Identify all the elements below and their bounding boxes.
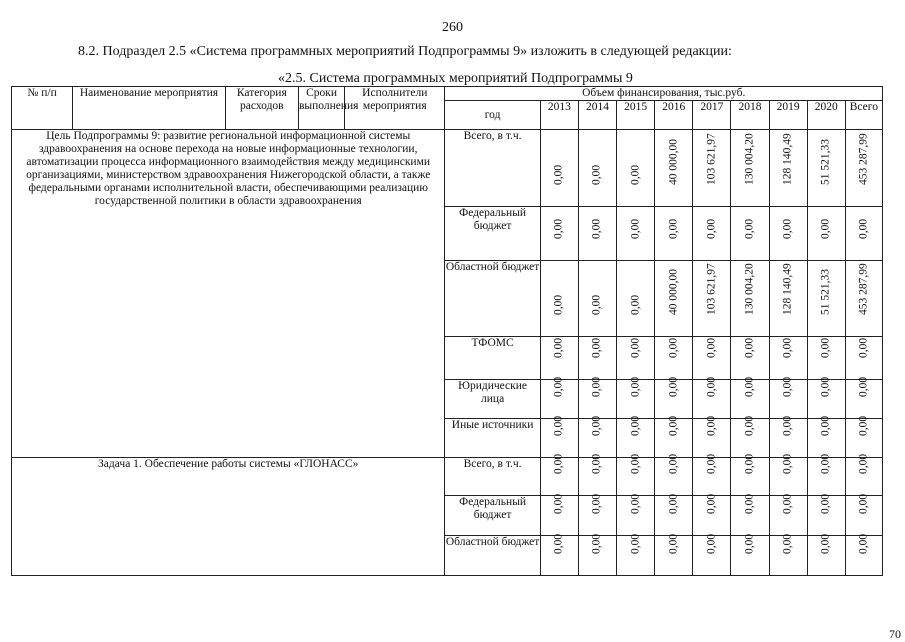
value-cell: 0,00	[807, 380, 845, 419]
year-2015: 2015	[617, 101, 655, 130]
header-year: год	[445, 101, 540, 130]
value-cell: 128 140,49	[769, 130, 807, 207]
year-2019: 2019	[769, 101, 807, 130]
value-cell: 0,00	[540, 419, 578, 458]
value-cell: 0,00	[617, 380, 655, 419]
value-cell: 0,00	[807, 419, 845, 458]
goal-description: Цель Подпрограммы 9: развитие региональной информационной системы здравоохранения на основе перехода на новые информационные технологии, автоматизации процесса информационного взаимодействия между медицинскими организациями, министерством здравоохранения Нижегородской области, а также федеральными органами исполнительной власти, обеспечивающими реализацию государственной политики в области здравоохранения	[12, 130, 445, 458]
value-cell: 0,00	[617, 261, 655, 337]
value-cell: 0,00	[769, 380, 807, 419]
value-cell: 0,00	[807, 207, 845, 261]
value-cell: 0,00	[540, 536, 578, 576]
header-term: Сроки выполнения	[298, 87, 344, 130]
value-cell: 51 521,33	[807, 130, 845, 207]
row-label: Федеральный бюджет	[445, 207, 540, 261]
value-cell: 0,00	[578, 130, 616, 207]
year-2014: 2014	[578, 101, 616, 130]
header-num: № п/п	[12, 87, 73, 130]
year-total: Всего	[845, 101, 882, 130]
header-executor: Исполнители мероприятия	[345, 87, 445, 130]
header-funding: Объем финансирования, тыс.руб.	[445, 87, 883, 101]
value-cell: 0,00	[845, 337, 882, 380]
value-cell: 0,00	[655, 536, 693, 576]
row-label: Юридические лица	[445, 380, 540, 419]
value-cell: 0,00	[693, 458, 731, 496]
value-cell: 0,00	[807, 536, 845, 576]
value-cell: 130 004,20	[731, 261, 769, 337]
value-cell: 0,00	[540, 380, 578, 419]
value-cell: 0,00	[693, 496, 731, 536]
row-label: Всего, в т.ч.	[445, 130, 540, 207]
table-row	[12, 458, 883, 496]
row-label: Федеральный бюджет	[445, 496, 540, 536]
value-cell: 103 621,97	[693, 130, 731, 207]
intro-paragraph: 8.2. Подраздел 2.5 «Система программных мероприятий Подпрограммы 9» изложить в следующей редакции:	[78, 44, 732, 59]
value-cell: 0,00	[845, 536, 882, 576]
value-cell: 0,00	[578, 261, 616, 337]
value-cell: 0,00	[617, 419, 655, 458]
year-2020: 2020	[807, 101, 845, 130]
value-cell: 0,00	[731, 496, 769, 536]
table-row	[12, 130, 883, 207]
value-cell: 0,00	[769, 337, 807, 380]
corner-page-fragment: 70	[889, 627, 901, 641]
value-cell: 0,00	[655, 496, 693, 536]
value-cell: 0,00	[617, 130, 655, 207]
value-cell: 0,00	[845, 496, 882, 536]
value-cell: 0,00	[540, 261, 578, 337]
row-label: ТФОМС	[445, 337, 540, 380]
value-cell: 0,00	[540, 130, 578, 207]
row-label: Областной бюджет	[445, 536, 540, 576]
value-cell: 51 521,33	[807, 261, 845, 337]
value-cell: 0,00	[617, 207, 655, 261]
value-cell: 0,00	[769, 496, 807, 536]
value-cell: 40 000,00	[655, 130, 693, 207]
value-cell: 0,00	[731, 207, 769, 261]
value-cell: 0,00	[655, 207, 693, 261]
value-cell: 0,00	[693, 380, 731, 419]
value-cell: 0,00	[693, 337, 731, 380]
header-category: Категория расходов	[225, 87, 298, 130]
value-cell: 0,00	[578, 380, 616, 419]
value-cell: 0,00	[693, 419, 731, 458]
value-cell: 128 140,49	[769, 261, 807, 337]
value-cell: 453 287,99	[845, 130, 882, 207]
value-cell: 0,00	[731, 458, 769, 496]
year-2016: 2016	[655, 101, 693, 130]
value-cell: 0,00	[769, 458, 807, 496]
table-title: «2.5. Система программных мероприятий Подпрограммы 9	[278, 71, 633, 86]
row-label: Иные источники	[445, 419, 540, 458]
value-cell: 0,00	[807, 337, 845, 380]
row-label: Всего, в т.ч.	[445, 458, 540, 496]
value-cell: 0,00	[731, 536, 769, 576]
value-cell: 0,00	[769, 536, 807, 576]
year-2013: 2013	[540, 101, 578, 130]
value-cell: 0,00	[655, 337, 693, 380]
value-cell: 0,00	[693, 536, 731, 576]
value-cell: 0,00	[540, 207, 578, 261]
value-cell: 0,00	[769, 207, 807, 261]
value-cell: 0,00	[655, 419, 693, 458]
value-cell: 0,00	[655, 380, 693, 419]
value-cell: 0,00	[807, 458, 845, 496]
task-description: Задача 1. Обеспечение работы системы «ГЛОНАСС»	[12, 458, 445, 576]
value-cell: 0,00	[540, 337, 578, 380]
value-cell: 0,00	[845, 458, 882, 496]
value-cell: 0,00	[617, 337, 655, 380]
value-cell: 0,00	[578, 536, 616, 576]
value-cell: 0,00	[845, 380, 882, 419]
value-cell: 0,00	[845, 207, 882, 261]
value-cell: 0,00	[578, 337, 616, 380]
value-cell: 0,00	[617, 496, 655, 536]
value-cell: 0,00	[807, 496, 845, 536]
value-cell: 130 004,20	[731, 130, 769, 207]
value-cell: 0,00	[540, 458, 578, 496]
value-cell: 0,00	[578, 496, 616, 536]
value-cell: 40 000,00	[655, 261, 693, 337]
page-number: 260	[442, 20, 463, 35]
value-cell: 0,00	[731, 380, 769, 419]
value-cell: 0,00	[578, 458, 616, 496]
value-cell: 0,00	[617, 458, 655, 496]
value-cell: 0,00	[578, 419, 616, 458]
year-2018: 2018	[731, 101, 769, 130]
value-cell: 0,00	[731, 337, 769, 380]
value-cell: 0,00	[769, 419, 807, 458]
row-label: Областной бюджет	[445, 261, 540, 337]
value-cell: 103 621,97	[693, 261, 731, 337]
value-cell: 0,00	[655, 458, 693, 496]
value-cell: 0,00	[578, 207, 616, 261]
header-name: Наименование мероприятия	[73, 87, 226, 130]
year-2017: 2017	[693, 101, 731, 130]
value-cell: 0,00	[731, 419, 769, 458]
value-cell: 0,00	[693, 207, 731, 261]
value-cell: 0,00	[845, 419, 882, 458]
value-cell: 0,00	[540, 496, 578, 536]
value-cell: 453 287,99	[845, 261, 882, 337]
program-table	[11, 86, 883, 576]
value-cell: 0,00	[617, 536, 655, 576]
